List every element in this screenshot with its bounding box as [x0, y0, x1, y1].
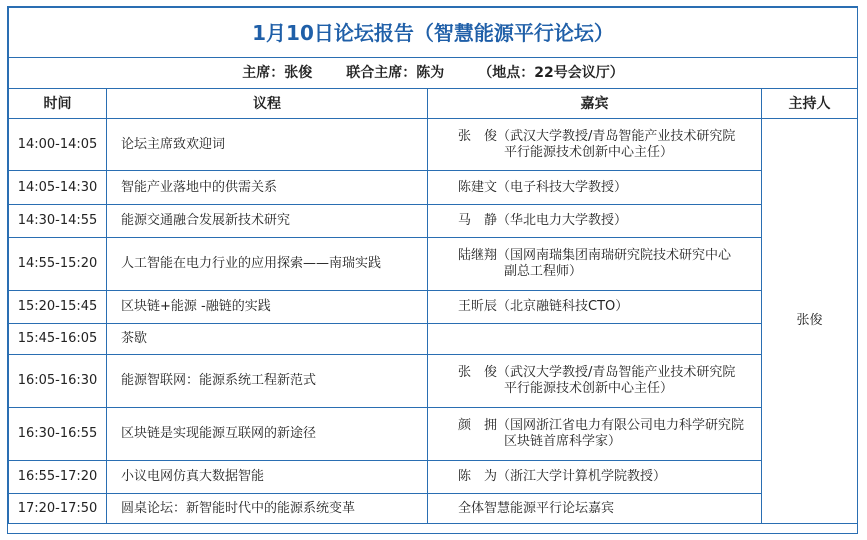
header-row [9, 89, 858, 119]
time-cell: 16:05-16:30 [9, 355, 107, 408]
guest-line-2: 区块链首席科学家） [504, 434, 622, 449]
guest-cell [428, 171, 762, 205]
location-text: （地点：22号会议厅） [478, 65, 624, 81]
agenda-cell: 小议电网仿真大数据智能 [107, 461, 428, 494]
time-cell: 14:55-15:20 [9, 238, 107, 291]
time-cell: 15:45-16:05 [9, 324, 107, 355]
table-row [9, 408, 858, 461]
schedule-frame [7, 6, 858, 534]
table-row [9, 238, 858, 291]
schedule-table [8, 7, 858, 524]
table-row [9, 171, 858, 205]
guest-line: 张 俊（武汉大学教授/青岛智能产业技术研究院 [458, 128, 736, 144]
table-row [9, 291, 858, 324]
guest-line-2: 平行能源技术创新中心主任） [504, 381, 674, 396]
guest-line: 颜 拥（国网浙江省电力有限公司电力科学研究院 [458, 418, 745, 433]
table-row [9, 205, 858, 238]
guest-cell [428, 205, 762, 238]
guest-line-2: 副总工程师） [504, 264, 583, 279]
guest-cell [428, 355, 762, 408]
guest-cell [428, 119, 762, 171]
time-cell: 14:00-14:05 [9, 119, 107, 171]
guest-line: 陈建文（电子科技大学教授） [458, 179, 628, 195]
header-agenda: 议程 [107, 89, 428, 119]
agenda-cell: 圆桌论坛：新智能时代中的能源系统变革 [107, 494, 428, 524]
guest-cell [428, 461, 762, 494]
header-time: 时间 [9, 89, 107, 119]
guest-line: 陆继翔（国网南瑞集团南瑞研究院技术研究中心 [458, 248, 732, 263]
host-row [9, 58, 858, 89]
time-cell: 14:30-14:55 [9, 205, 107, 238]
co-chair-text: 联合主席：陈为 [346, 65, 445, 81]
time-cell: 16:30-16:55 [9, 408, 107, 461]
time-cell: 16:55-17:20 [9, 461, 107, 494]
table-row [9, 355, 858, 408]
agenda-cell: 区块链是实现能源互联网的新途径 [107, 408, 428, 461]
agenda-cell: 能源智联网：能源系统工程新范式 [107, 355, 428, 408]
header-moderator: 主持人 [762, 89, 858, 119]
agenda-cell: 人工智能在电力行业的应用探索——南瑞实践 [107, 238, 428, 291]
moderator-cell: 张俊 [762, 119, 858, 524]
title-row [9, 8, 858, 58]
guest-cell [428, 324, 762, 355]
time-cell: 14:05-14:30 [9, 171, 107, 205]
agenda-cell: 论坛主席致欢迎词 [107, 119, 428, 171]
guest-line-2: 平行能源技术创新中心主任） [504, 144, 674, 160]
header-guest: 嘉宾 [428, 89, 762, 119]
page-title: 1月10日论坛报告（智慧能源平行论坛） [9, 8, 858, 58]
guest-line: 王昕辰（北京融链科技CTO） [458, 299, 629, 314]
agenda-cell: 智能产业落地中的供需关系 [107, 171, 428, 205]
guest-cell [428, 494, 762, 524]
table-row [9, 324, 858, 355]
guest-line: 张 俊（武汉大学教授/青岛智能产业技术研究院 [458, 365, 736, 380]
time-cell: 15:20-15:45 [9, 291, 107, 324]
guest-cell [428, 238, 762, 291]
table-row [9, 119, 858, 171]
host-info [9, 58, 858, 89]
guest-cell [428, 408, 762, 461]
agenda-cell: 茶歇 [107, 324, 428, 355]
agenda-cell: 区块链+能源 -融链的实践 [107, 291, 428, 324]
guest-cell [428, 291, 762, 324]
table-row [9, 494, 858, 524]
agenda-cell: 能源交通融合发展新技术研究 [107, 205, 428, 238]
chair-text: 主席：张俊 [242, 65, 313, 81]
guest-line: 全体智慧能源平行论坛嘉宾 [458, 500, 615, 516]
guest-line: 马 静（华北电力大学教授） [458, 213, 628, 228]
guest-line: 陈 为（浙江大学计算机学院教授） [458, 469, 667, 484]
table-row [9, 461, 858, 494]
time-cell: 17:20-17:50 [9, 494, 107, 524]
